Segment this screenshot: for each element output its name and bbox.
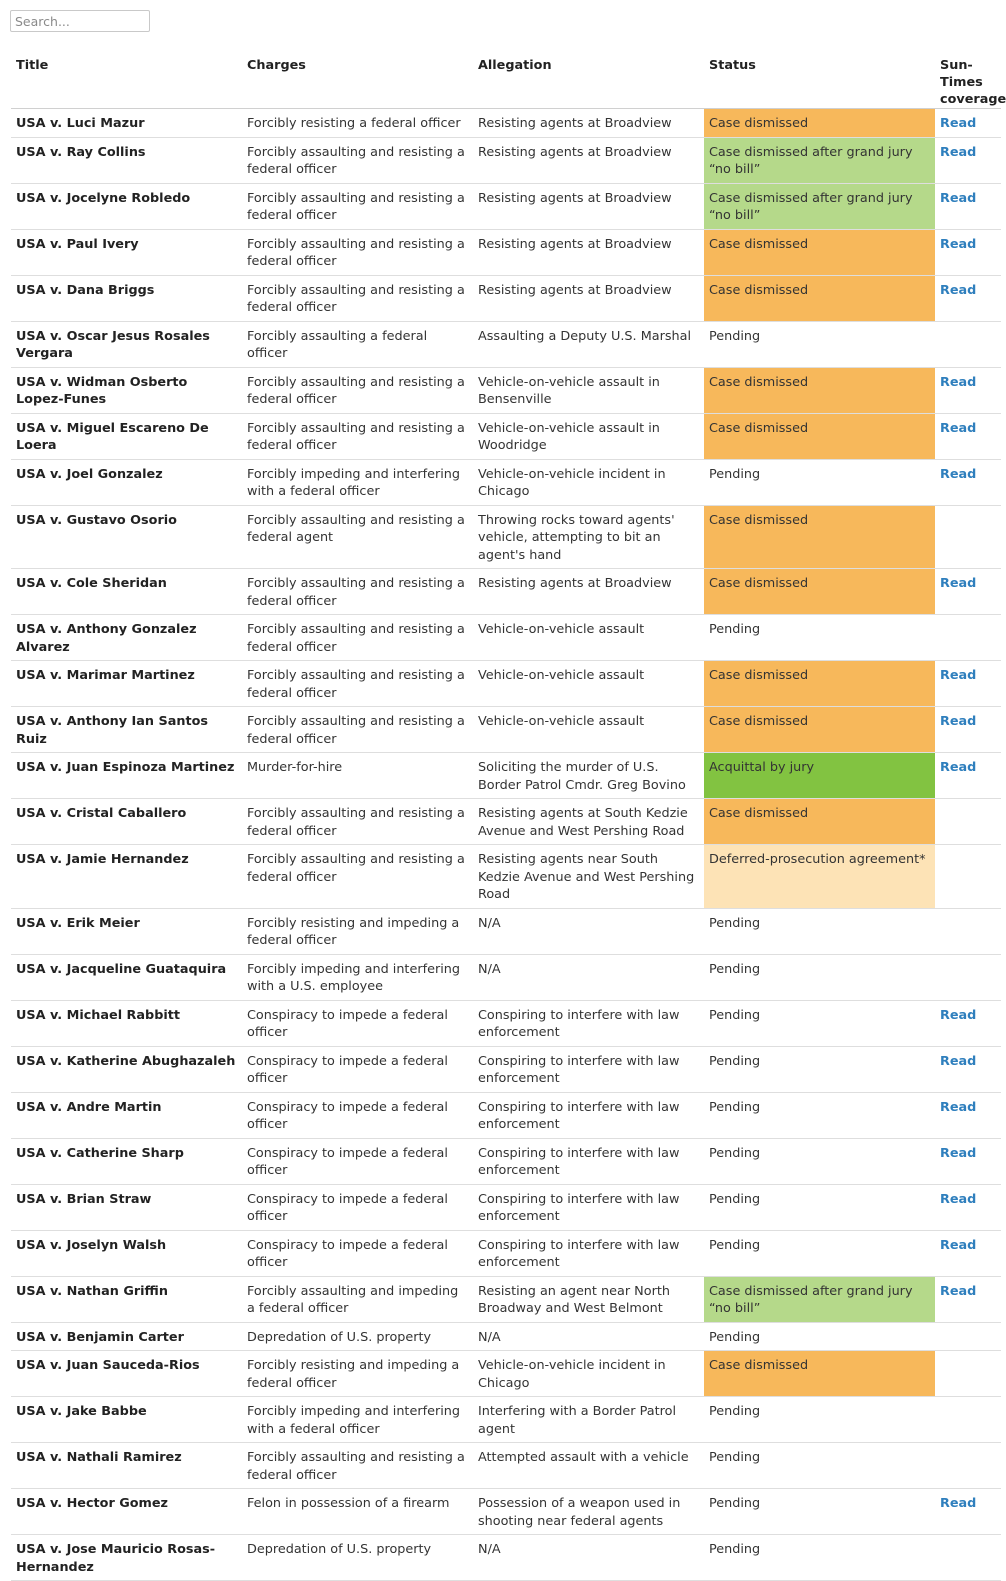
read-coverage-link[interactable]: Read xyxy=(940,420,977,436)
case-charges: Forcibly assaulting and resisting a federal officer xyxy=(242,1443,473,1489)
case-charges: Forcibly assaulting and resisting a federal officer xyxy=(242,799,473,845)
table-row xyxy=(11,661,1001,707)
case-status: Pending xyxy=(704,321,935,367)
case-status: Case dismissed after grand jury “no bill” xyxy=(704,183,935,229)
case-allegation: N/A xyxy=(473,908,704,954)
case-allegation: Vehicle-on-vehicle assault in Bensenville xyxy=(473,367,704,413)
case-charges: Conspiracy to impede a federal officer xyxy=(242,1046,473,1092)
case-title: USA v. Gustavo Osorio xyxy=(11,505,242,569)
case-coverage xyxy=(935,229,1001,275)
case-status: Pending xyxy=(704,1397,935,1443)
case-title: USA v. Nathali Ramirez xyxy=(11,1443,242,1489)
case-coverage xyxy=(935,615,1001,661)
case-status: Case dismissed xyxy=(704,661,935,707)
case-charges: Conspiracy to impede a federal officer xyxy=(242,1138,473,1184)
case-coverage xyxy=(935,1092,1001,1138)
case-status: Deferred-prosecution agreement* xyxy=(704,845,935,909)
case-title: USA v. Juan Espinoza Martinez xyxy=(11,753,242,799)
column-header-charges[interactable]: Charges xyxy=(242,45,473,109)
case-coverage xyxy=(935,799,1001,845)
case-status: Case dismissed xyxy=(704,569,935,615)
case-charges: Forcibly resisting a federal officer xyxy=(242,109,473,138)
case-coverage xyxy=(935,845,1001,909)
case-allegation: Resisting agents at Broadview xyxy=(473,109,704,138)
read-coverage-link[interactable]: Read xyxy=(940,1191,977,1207)
case-title: USA v. Anthony Gonzalez Alvarez xyxy=(11,615,242,661)
table-row xyxy=(11,183,1001,229)
case-title: USA v. Widman Osberto Lopez-Funes xyxy=(11,367,242,413)
case-allegation: Vehicle-on-vehicle assault xyxy=(473,661,704,707)
case-allegation: Vehicle-on-vehicle assault xyxy=(473,707,704,753)
read-coverage-link[interactable]: Read xyxy=(940,760,977,775)
case-title: USA v. Andre Martin xyxy=(11,1092,242,1138)
table-row xyxy=(11,1322,1001,1351)
case-allegation: Interfering with a Border Patrol agent xyxy=(473,1397,704,1443)
read-coverage-link[interactable]: Read xyxy=(940,714,977,729)
table-row xyxy=(11,1276,1001,1322)
case-status: Pending xyxy=(704,1184,935,1230)
table-row xyxy=(11,137,1001,183)
search-input[interactable] xyxy=(10,10,150,32)
case-allegation: Vehicle-on-vehicle incident in Chicago xyxy=(473,1351,704,1397)
table-row xyxy=(11,1230,1001,1276)
case-charges: Forcibly assaulting and impeding a federal officer xyxy=(242,1276,473,1322)
case-charges: Murder-for-hire xyxy=(242,753,473,799)
case-title: USA v. Cristal Caballero xyxy=(11,799,242,845)
case-allegation: Conspiring to interfere with law enforcement xyxy=(473,1230,704,1276)
case-allegation: Conspiring to interfere with law enforcement xyxy=(473,1000,704,1046)
case-coverage xyxy=(935,954,1001,1000)
table-row xyxy=(11,1443,1001,1489)
case-title: USA v. Oscar Jesus Rosales Vergara xyxy=(11,321,242,367)
case-title: USA v. Jocelyne Robledo xyxy=(11,183,242,229)
case-status: Pending xyxy=(704,1230,935,1276)
table-row xyxy=(11,505,1001,569)
case-allegation: Conspiring to interfere with law enforcement xyxy=(473,1046,704,1092)
case-coverage xyxy=(935,275,1001,321)
read-coverage-link[interactable]: Read xyxy=(940,1283,977,1299)
case-coverage xyxy=(935,1138,1001,1184)
read-coverage-link[interactable]: Read xyxy=(940,374,977,390)
read-coverage-link[interactable]: Read xyxy=(940,1007,977,1023)
case-allegation: N/A xyxy=(473,954,704,1000)
case-allegation: Vehicle-on-vehicle incident in Chicago xyxy=(473,459,704,505)
case-charges: Forcibly resisting and impeding a federal officer xyxy=(242,1351,473,1397)
case-allegation: Resisting agents at Broadview xyxy=(473,183,704,229)
table-header-row xyxy=(11,45,1001,109)
table-row xyxy=(11,1489,1001,1535)
case-charges: Forcibly impeding and interfering with a federal officer xyxy=(242,459,473,505)
column-header-allegation[interactable]: Allegation xyxy=(473,45,704,109)
case-allegation: Resisting agents at South Kedzie Avenue and West Pershing Road xyxy=(473,799,704,845)
case-status: Pending xyxy=(704,1443,935,1489)
case-charges: Forcibly assaulting and resisting a federal officer xyxy=(242,661,473,707)
table-row xyxy=(11,707,1001,753)
case-allegation: Vehicle-on-vehicle assault xyxy=(473,615,704,661)
case-status: Pending xyxy=(704,1138,935,1184)
table-row xyxy=(11,109,1001,138)
case-coverage xyxy=(935,505,1001,569)
table-row xyxy=(11,459,1001,505)
read-coverage-link[interactable]: Read xyxy=(940,1099,977,1115)
case-status: Pending xyxy=(704,1000,935,1046)
case-status: Case dismissed xyxy=(704,367,935,413)
case-charges: Forcibly impeding and interfering with a federal officer xyxy=(242,1397,473,1443)
case-coverage xyxy=(935,1397,1001,1443)
case-title: USA v. Luci Mazur xyxy=(11,109,242,138)
case-coverage xyxy=(935,908,1001,954)
case-title: USA v. Paul Ivery xyxy=(11,229,242,275)
table-row xyxy=(11,845,1001,909)
case-coverage xyxy=(935,367,1001,413)
case-coverage xyxy=(935,109,1001,138)
read-coverage-link[interactable]: Read xyxy=(940,1237,977,1253)
read-coverage-link[interactable]: Read xyxy=(940,144,977,160)
case-status: Case dismissed xyxy=(704,799,935,845)
case-coverage xyxy=(935,1489,1001,1535)
case-status: Pending xyxy=(704,1092,935,1138)
read-coverage-link[interactable]: Read xyxy=(940,282,977,298)
case-allegation: Resisting agents at Broadview xyxy=(473,275,704,321)
case-charges: Forcibly impeding and interfering with a U.S. employee xyxy=(242,954,473,1000)
table-row xyxy=(11,615,1001,661)
case-coverage xyxy=(935,183,1001,229)
case-status: Case dismissed after grand jury “no bill” xyxy=(704,137,935,183)
read-coverage-link[interactable]: Read xyxy=(940,576,977,591)
case-status: Case dismissed xyxy=(704,275,935,321)
read-coverage-link[interactable]: Read xyxy=(940,1496,977,1511)
case-coverage xyxy=(935,1276,1001,1322)
table-row xyxy=(11,229,1001,275)
case-allegation: N/A xyxy=(473,1535,704,1581)
case-coverage xyxy=(935,321,1001,367)
case-title: USA v. Juan Sauceda-Rios xyxy=(11,1351,242,1397)
case-allegation: Soliciting the murder of U.S. Border Patrol Cmdr. Greg Bovino xyxy=(473,753,704,799)
case-coverage xyxy=(935,137,1001,183)
case-title: USA v. Ray Collins xyxy=(11,137,242,183)
case-charges: Forcibly assaulting and resisting a federal officer xyxy=(242,845,473,909)
case-title: USA v. Catherine Sharp xyxy=(11,1138,242,1184)
case-status: Pending xyxy=(704,1322,935,1351)
case-allegation: Conspiring to interfere with law enforcement xyxy=(473,1184,704,1230)
case-allegation: Assaulting a Deputy U.S. Marshal xyxy=(473,321,704,367)
table-row xyxy=(11,413,1001,459)
case-coverage xyxy=(935,1230,1001,1276)
table-row xyxy=(11,1046,1001,1092)
case-coverage xyxy=(935,569,1001,615)
case-charges: Forcibly assaulting and resisting a federal officer xyxy=(242,615,473,661)
case-status: Pending xyxy=(704,1535,935,1581)
case-allegation: Resisting agents at Broadview xyxy=(473,569,704,615)
case-title: USA v. Anthony Ian Santos Ruiz xyxy=(11,707,242,753)
case-title: USA v. Jose Mauricio Rosas-Hernandez xyxy=(11,1535,242,1581)
case-allegation: Vehicle-on-vehicle assault in Woodridge xyxy=(473,413,704,459)
case-title: USA v. Dana Briggs xyxy=(11,275,242,321)
case-status: Pending xyxy=(704,954,935,1000)
column-header-coverage[interactable]: Sun-Times coverage xyxy=(935,45,1001,109)
case-allegation: Resisting agents near South Kedzie Avenue and West Pershing Road xyxy=(473,845,704,909)
case-charges: Depredation of U.S. property xyxy=(242,1535,473,1581)
case-title: USA v. Jake Babbe xyxy=(11,1397,242,1443)
case-charges: Forcibly assaulting and resisting a federal officer xyxy=(242,707,473,753)
case-coverage xyxy=(935,1184,1001,1230)
case-status: Case dismissed xyxy=(704,229,935,275)
case-title: USA v. Miguel Escareno De Loera xyxy=(11,413,242,459)
case-allegation: Possession of a weapon used in shooting near federal agents xyxy=(473,1489,704,1535)
read-coverage-link[interactable]: Read xyxy=(940,1145,977,1161)
table-row xyxy=(11,367,1001,413)
column-header-status[interactable]: Status xyxy=(704,45,935,109)
case-title: USA v. Jacqueline Guataquira xyxy=(11,954,242,1000)
case-title: USA v. Cole Sheridan xyxy=(11,569,242,615)
case-title: USA v. Nathan Griffin xyxy=(11,1276,242,1322)
case-allegation: Resisting agents at Broadview xyxy=(473,229,704,275)
case-title: USA v. Marimar Martinez xyxy=(11,661,242,707)
table-row xyxy=(11,1535,1001,1581)
read-coverage-link[interactable]: Read xyxy=(940,236,977,252)
case-charges: Conspiracy to impede a federal officer xyxy=(242,1092,473,1138)
table-row xyxy=(11,569,1001,615)
case-status: Pending xyxy=(704,1046,935,1092)
case-charges: Conspiracy to impede a federal officer xyxy=(242,1184,473,1230)
case-coverage xyxy=(935,1351,1001,1397)
table-body xyxy=(11,109,1001,1581)
table-row xyxy=(11,275,1001,321)
case-allegation: Resisting agents at Broadview xyxy=(473,137,704,183)
read-coverage-link[interactable]: Read xyxy=(940,116,977,131)
case-charges: Forcibly assaulting and resisting a federal officer xyxy=(242,367,473,413)
case-status: Case dismissed after grand jury “no bill” xyxy=(704,1276,935,1322)
case-title: USA v. Hector Gomez xyxy=(11,1489,242,1535)
case-coverage xyxy=(935,707,1001,753)
case-charges: Forcibly assaulting and resisting a federal officer xyxy=(242,229,473,275)
case-allegation: Attempted assault with a vehicle xyxy=(473,1443,704,1489)
case-status: Pending xyxy=(704,1489,935,1535)
case-title: USA v. Michael Rabbitt xyxy=(11,1000,242,1046)
read-coverage-link[interactable]: Read xyxy=(940,1053,977,1069)
case-coverage xyxy=(935,1322,1001,1351)
case-status: Acquittal by jury xyxy=(704,753,935,799)
column-header-title[interactable]: Title xyxy=(11,45,242,109)
case-title: USA v. Jamie Hernandez xyxy=(11,845,242,909)
case-title: USA v. Joel Gonzalez xyxy=(11,459,242,505)
case-charges: Forcibly assaulting and resisting a federal officer xyxy=(242,137,473,183)
case-charges: Conspiracy to impede a federal officer xyxy=(242,1230,473,1276)
table-row xyxy=(11,321,1001,367)
table-row xyxy=(11,1092,1001,1138)
table-row xyxy=(11,1184,1001,1230)
case-status: Case dismissed xyxy=(704,505,935,569)
case-charges: Forcibly assaulting and resisting a federal officer xyxy=(242,569,473,615)
read-coverage-link[interactable]: Read xyxy=(940,466,977,482)
case-allegation: Conspiring to interfere with law enforcement xyxy=(473,1138,704,1184)
case-coverage xyxy=(935,459,1001,505)
case-allegation: N/A xyxy=(473,1322,704,1351)
case-allegation: Conspiring to interfere with law enforcement xyxy=(473,1092,704,1138)
case-charges: Depredation of U.S. property xyxy=(242,1322,473,1351)
case-charges: Felon in possession of a firearm xyxy=(242,1489,473,1535)
case-coverage xyxy=(935,753,1001,799)
case-status: Pending xyxy=(704,615,935,661)
case-charges: Forcibly assaulting and resisting a federal officer xyxy=(242,275,473,321)
case-title: USA v. Joselyn Walsh xyxy=(11,1230,242,1276)
case-allegation: Resisting an agent near North Broadway and West Belmont xyxy=(473,1276,704,1322)
case-status: Pending xyxy=(704,459,935,505)
table-row xyxy=(11,1351,1001,1397)
case-coverage xyxy=(935,1443,1001,1489)
table-row xyxy=(11,1397,1001,1443)
cases-table xyxy=(11,45,1006,1581)
table-row xyxy=(11,753,1001,799)
table-row xyxy=(11,908,1001,954)
case-charges: Conspiracy to impede a federal officer xyxy=(242,1000,473,1046)
case-charges: Forcibly assaulting a federal officer xyxy=(242,321,473,367)
case-coverage xyxy=(935,1535,1001,1581)
case-coverage xyxy=(935,1000,1001,1046)
case-status: Case dismissed xyxy=(704,707,935,753)
case-status: Case dismissed xyxy=(704,1351,935,1397)
case-title: USA v. Brian Straw xyxy=(11,1184,242,1230)
table-row xyxy=(11,1000,1001,1046)
case-charges: Forcibly assaulting and resisting a federal agent xyxy=(242,505,473,569)
case-coverage xyxy=(935,1046,1001,1092)
case-coverage xyxy=(935,413,1001,459)
case-title: USA v. Erik Meier xyxy=(11,908,242,954)
case-status: Pending xyxy=(704,908,935,954)
case-charges: Forcibly assaulting and resisting a federal officer xyxy=(242,183,473,229)
table-row xyxy=(11,954,1001,1000)
case-status: Case dismissed xyxy=(704,109,935,138)
case-title: USA v. Katherine Abughazaleh xyxy=(11,1046,242,1092)
read-coverage-link[interactable]: Read xyxy=(940,190,977,206)
case-title: USA v. Benjamin Carter xyxy=(11,1322,242,1351)
case-coverage xyxy=(935,661,1001,707)
case-charges: Forcibly resisting and impeding a federal officer xyxy=(242,908,473,954)
case-allegation: Throwing rocks toward agents' vehicle, attempting to bit an agent's hand xyxy=(473,505,704,569)
table-row xyxy=(11,1138,1001,1184)
table-row xyxy=(11,799,1001,845)
read-coverage-link[interactable]: Read xyxy=(940,668,977,683)
case-status: Case dismissed xyxy=(704,413,935,459)
case-charges: Forcibly assaulting and resisting a federal officer xyxy=(242,413,473,459)
